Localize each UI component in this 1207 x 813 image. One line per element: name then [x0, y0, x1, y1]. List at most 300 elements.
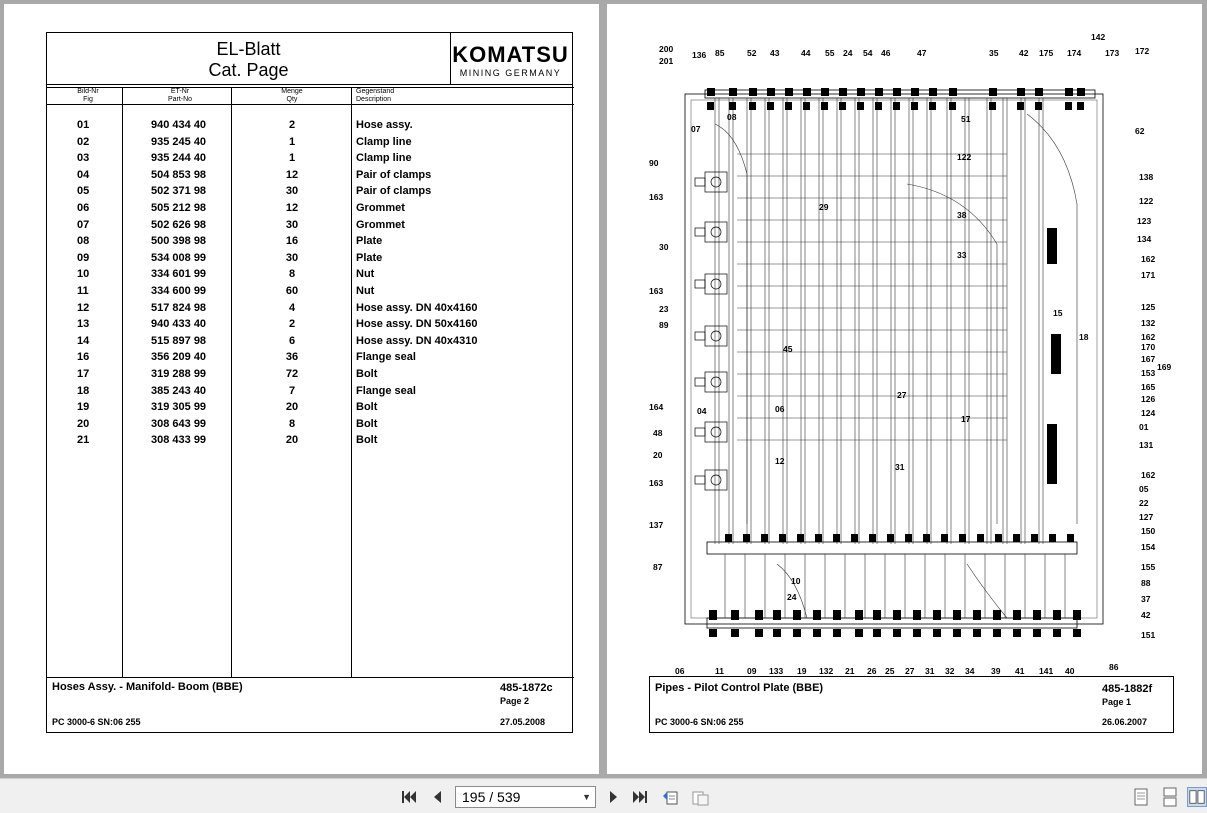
callout-label: 05 [1139, 484, 1149, 494]
next-page-icon[interactable] [603, 787, 623, 807]
callout-label: 173 [1105, 48, 1120, 58]
pipe-lines [715, 98, 1077, 618]
drawing-footer-date: 26.06.2007 [1102, 717, 1148, 727]
cell-qty: 30 [285, 218, 299, 231]
callout-label: 24 [843, 48, 853, 58]
fitting-block [923, 534, 930, 542]
two-page-view-icon[interactable] [1187, 787, 1207, 807]
column-head-bottom [47, 104, 574, 105]
cell-desc: Bolt [356, 434, 378, 447]
callout-label: 134 [1137, 234, 1152, 244]
fitting-block [873, 629, 881, 637]
fitting-block [767, 88, 775, 96]
callout-label: 04 [697, 406, 707, 416]
footer-model: PC 3000-6 SN:06 255 [52, 717, 141, 727]
last-page-icon[interactable] [630, 787, 650, 807]
cell-fig: 10 [77, 268, 90, 281]
cell-qty: 12 [285, 202, 299, 214]
callout-label: 41 [1015, 666, 1025, 676]
cell-desc: Nut [356, 268, 375, 281]
callout-label: 124 [1141, 408, 1156, 418]
callout-label: 34 [965, 666, 975, 676]
pilot-control-plate-drawing [607, 4, 1202, 684]
fitting-block [815, 534, 822, 542]
fitting-block [959, 534, 966, 542]
valve [705, 172, 727, 192]
callout-label: 162 [1141, 470, 1156, 480]
fitting-block [755, 629, 763, 637]
fitting-block [1053, 629, 1061, 637]
single-page-view-icon[interactable] [1131, 787, 1151, 807]
fitting-block [875, 88, 883, 96]
callout-label: 172 [1135, 46, 1150, 56]
cell-qty: 12 [285, 168, 299, 181]
callout-label: 150 [1141, 526, 1156, 536]
fitting-block [1073, 610, 1081, 620]
callout-label: 40 [1065, 666, 1075, 676]
valve [705, 470, 727, 490]
cell-qty: 1 [288, 152, 296, 165]
callout-label: 01 [1139, 422, 1149, 432]
fitting-block [911, 102, 918, 110]
cell-part: 385 243 40 [151, 384, 207, 397]
cell-qty: 20 [285, 434, 299, 447]
cell-part: 517 824 98 [151, 301, 207, 314]
callout-label: 200 [659, 44, 674, 54]
cell-desc: Plate [356, 251, 383, 264]
valve-port [711, 427, 721, 437]
fitting-block [785, 102, 792, 110]
fitting-block [709, 629, 717, 637]
cell-part: 935 244 40 [151, 152, 207, 165]
cell-qty: 72 [285, 368, 299, 380]
callout-label: 44 [801, 48, 811, 58]
callout-label: 31 [925, 666, 935, 676]
cell-part: 308 643 99 [151, 417, 207, 430]
valve-stub [695, 428, 705, 436]
table-row [47, 185, 574, 201]
header-divider [47, 87, 574, 88]
callout-label: 30 [659, 242, 669, 252]
callout-label: 11 [715, 666, 724, 676]
valve-stub [695, 178, 705, 186]
callout-label: 122 [957, 152, 972, 162]
fitting-block [1067, 534, 1074, 542]
fitting-block [743, 534, 750, 542]
cell-qty: 30 [285, 251, 299, 264]
footer-title: Hoses Assy. - Manifold- Boom (BBE) [52, 681, 243, 693]
cell-fig: 04 [77, 168, 90, 181]
callout-label: 133 [769, 666, 784, 676]
cell-fig: 18 [77, 384, 90, 397]
fitting-block [707, 88, 715, 96]
cell-part: 502 371 98 [151, 185, 207, 198]
valve-port [711, 331, 721, 341]
fitting-block [893, 629, 901, 637]
valve-port [711, 475, 721, 485]
fitting-block [857, 88, 865, 96]
fitting-block [973, 610, 981, 620]
fitting-block [793, 629, 801, 637]
callout-label: 131 [1139, 440, 1154, 450]
valve [705, 326, 727, 346]
fitting-block [1033, 610, 1041, 620]
cell-part: 334 601 99 [151, 268, 207, 281]
callout-label: 87 [653, 562, 663, 572]
table-row [47, 318, 574, 334]
fitting-block [893, 610, 901, 620]
viewer-toolbar [0, 778, 1207, 813]
fitting-block [707, 102, 714, 110]
callout-label: 164 [649, 402, 664, 412]
cell-part: 334 600 99 [151, 285, 207, 297]
callout-label: 136 [692, 50, 707, 60]
cell-part: 308 433 99 [151, 434, 207, 447]
fitting-block [1077, 88, 1085, 96]
fitting-block [855, 610, 863, 620]
drawing-footer-page: Page 1 [1102, 697, 1132, 707]
callout-label: 39 [991, 666, 1001, 676]
cell-desc: Pair of clamps [356, 185, 432, 198]
fitting-block [793, 610, 801, 620]
cell-qty: 1 [288, 135, 296, 148]
callout-label: 21 [845, 666, 855, 676]
cell-part: 319 288 99 [151, 368, 207, 380]
cell-desc: Grommet [356, 218, 405, 231]
fitting-block [803, 88, 811, 96]
callout-labels [649, 32, 1171, 676]
cell-desc: Clamp line [356, 152, 412, 165]
callout-label: 20 [653, 450, 663, 460]
callout-label: 26 [867, 666, 877, 676]
cell-desc: Pair of clamps [356, 168, 432, 181]
cell-desc: Hose assy. [356, 119, 413, 131]
cell-qty: 20 [285, 401, 299, 414]
fitting-block [873, 610, 881, 620]
table-row [47, 235, 574, 251]
fitting-block [755, 610, 763, 620]
fitting-block [953, 629, 961, 637]
callout-label: 38 [957, 210, 967, 220]
cell-qty: 6 [288, 334, 296, 347]
callout-label: 22 [1139, 498, 1149, 508]
col-head-part: ET-Nr Part-No [167, 88, 193, 103]
continuous-view-icon[interactable] [1160, 787, 1180, 807]
callout-label: 162 [1141, 254, 1156, 264]
fitting-block [989, 102, 996, 110]
cell-desc: Clamp line [356, 135, 412, 148]
cell-part: 534 008 99 [151, 251, 207, 264]
fitting-block [749, 88, 757, 96]
fitting-block [785, 88, 793, 96]
pipe [907, 184, 997, 524]
cell-part: 319 305 99 [151, 401, 207, 414]
cell-desc: Nut [356, 285, 375, 297]
table-row [47, 136, 574, 152]
fitting-block [887, 534, 894, 542]
callout-label: 154 [1141, 542, 1156, 552]
fitting-block [875, 102, 882, 110]
callout-label: 142 [1091, 32, 1106, 42]
fitting-block [933, 629, 941, 637]
callout-label: 62 [1135, 126, 1145, 136]
fitting-block [839, 88, 847, 96]
rotate-back-icon[interactable] [660, 787, 680, 807]
cell-part: 356 209 40 [151, 351, 207, 364]
cell-fig: 08 [77, 235, 90, 248]
fitting-block [1053, 610, 1061, 620]
callout-label: 171 [1141, 270, 1156, 280]
callout-label: 88 [1141, 578, 1151, 588]
fitting-block [725, 534, 732, 542]
fitting-block [933, 610, 941, 620]
cell-fig: 11 [77, 285, 89, 297]
fitting-block [779, 534, 786, 542]
valve-stub [695, 332, 705, 340]
valve-port [711, 279, 721, 289]
fitting-blocks [707, 88, 1085, 637]
callout-label: 138 [1139, 172, 1154, 182]
fitting-block [1033, 629, 1041, 637]
fitting-block [977, 534, 984, 542]
callout-label: 08 [727, 112, 737, 122]
valve-port [711, 177, 721, 187]
fitting-block [833, 610, 841, 620]
callout-label: 151 [1141, 630, 1156, 640]
callout-label: 27 [905, 666, 915, 676]
cell-fig: 21 [77, 434, 90, 447]
callout-label: 175 [1039, 48, 1054, 58]
fitting-block [1065, 102, 1072, 110]
cell-fig: 16 [77, 351, 90, 364]
fitting-block [929, 102, 936, 110]
drawing-footer-box [649, 676, 1174, 733]
fitting-block [803, 102, 810, 110]
fitting-block [949, 102, 956, 110]
table-row [47, 302, 574, 318]
callout-label: 90 [649, 158, 659, 168]
fitting-block [1077, 102, 1084, 110]
cell-fig: 14 [77, 334, 90, 347]
valve [705, 372, 727, 392]
callout-label: 06 [775, 404, 785, 414]
callout-label: 153 [1141, 368, 1156, 378]
table-row [47, 335, 574, 351]
callout-label: 35 [989, 48, 999, 58]
callout-label: 52 [747, 48, 757, 58]
fitting-block [989, 88, 997, 96]
fitting-block [941, 534, 948, 542]
fitting-block [833, 629, 841, 637]
callout-label: 86 [1109, 662, 1119, 672]
fitting-block [949, 88, 957, 96]
cell-qty: 60 [285, 285, 299, 297]
valve-port [711, 377, 721, 387]
parts-list-sheet [46, 32, 573, 733]
valve [705, 222, 727, 242]
cell-part: 500 398 98 [151, 235, 207, 248]
fitting-block [1031, 534, 1038, 542]
footer-date: 27.05.2008 [500, 717, 546, 727]
cell-desc: Plate [356, 235, 383, 248]
callout-label: 33 [957, 250, 967, 260]
fitting-block [911, 88, 919, 96]
callout-label: 54 [863, 48, 873, 58]
cell-desc: Bolt [356, 401, 378, 414]
fitting-block [1013, 534, 1020, 542]
fitting-block [1073, 629, 1081, 637]
pipe [715, 124, 747, 524]
table-row [47, 119, 574, 135]
col-head-desc: Gegenstand Description [356, 88, 395, 103]
cell-qty: 30 [285, 185, 299, 198]
fitting-block [821, 102, 828, 110]
page-indicator: 195 / 539 [462, 789, 521, 805]
cell-fig: 05 [77, 185, 90, 198]
table-row [47, 202, 574, 218]
fitting-block [1065, 88, 1073, 96]
cell-part: 940 434 40 [151, 119, 207, 131]
table-row [47, 385, 574, 401]
page-number-select[interactable] [455, 786, 596, 808]
callout-label: 126 [1141, 394, 1156, 404]
valve-stub [695, 280, 705, 288]
fitting-block [1047, 424, 1057, 484]
cell-part: 940 433 40 [151, 318, 207, 331]
cell-qty: 2 [288, 119, 296, 131]
cell-fig: 20 [77, 417, 90, 430]
table-row [47, 252, 574, 268]
valve-port [711, 227, 721, 237]
footer-divider [47, 677, 574, 678]
fitting-block [929, 88, 937, 96]
cell-part: 504 853 98 [151, 168, 207, 181]
table-row [47, 434, 574, 450]
callout-label: 141 [1039, 666, 1054, 676]
fitting-block [993, 610, 1001, 620]
table-row [47, 285, 574, 301]
callout-label: 06 [675, 666, 685, 676]
callout-label: 89 [659, 320, 669, 330]
fitting-block [761, 534, 768, 542]
callout-label: 163 [649, 478, 664, 488]
cell-fig: 06 [77, 202, 90, 214]
callout-label: 32 [945, 666, 955, 676]
cell-desc: Hose assy. DN 50x4160 [356, 318, 478, 331]
callout-label: 12 [775, 456, 785, 466]
fitting-block [773, 629, 781, 637]
table-row [47, 351, 574, 367]
cell-part: 515 897 98 [151, 334, 207, 347]
cell-qty: 7 [288, 384, 296, 397]
cell-fig: 03 [77, 152, 90, 165]
callout-label: 07 [691, 124, 701, 134]
col-head-fig: Bild-Nr Fig [77, 88, 99, 103]
callout-label: 201 [659, 56, 674, 66]
callout-label: 167 [1141, 354, 1156, 364]
table-row [47, 268, 574, 284]
callout-label: 48 [653, 428, 663, 438]
fitting-block [813, 629, 821, 637]
sheet-title-en: Cat. Page [208, 60, 289, 80]
fitting-block [1013, 629, 1021, 637]
fitting-block [1035, 102, 1042, 110]
fitting-block [731, 629, 739, 637]
fitting-block [893, 102, 900, 110]
cell-part: 502 626 98 [151, 218, 207, 231]
fitting-block [1013, 610, 1021, 620]
cell-desc: Hose assy. DN 40x4310 [356, 334, 478, 347]
fitting-block [1051, 334, 1061, 374]
valve [705, 422, 727, 442]
callout-label: 10 [791, 576, 801, 586]
table-row [47, 152, 574, 168]
valve-stub [695, 378, 705, 386]
cell-qty: 8 [288, 268, 296, 281]
callout-label: 165 [1141, 382, 1156, 392]
fitting-block [851, 534, 858, 542]
logo-brand: KOMATSU [452, 42, 569, 67]
callout-label: 162 [1141, 332, 1156, 342]
cell-desc: Flange seal [356, 384, 416, 397]
callout-label: 29 [819, 202, 829, 212]
table-row [47, 219, 574, 235]
cell-qty: 2 [288, 318, 296, 331]
table-row [47, 368, 574, 384]
callout-label: 42 [1141, 610, 1151, 620]
callout-label: 42 [1019, 48, 1029, 58]
callout-label: 125 [1141, 302, 1156, 312]
rotate-forward-icon[interactable] [690, 787, 710, 807]
first-page-icon[interactable] [399, 787, 419, 807]
callout-label: 85 [715, 48, 725, 58]
table-row [47, 418, 574, 434]
callout-label: 163 [649, 192, 664, 202]
cell-desc: Hose assy. DN 40x4160 [356, 301, 478, 314]
fitting-block [821, 88, 829, 96]
fitting-block [833, 534, 840, 542]
callout-label: 163 [649, 286, 664, 296]
callout-label: 132 [819, 666, 834, 676]
callout-label: 137 [649, 520, 664, 530]
previous-page-icon[interactable] [428, 787, 448, 807]
fitting-block [729, 88, 737, 96]
callout-label: 47 [917, 48, 927, 58]
callout-label: 46 [881, 48, 891, 58]
table-row [47, 169, 574, 185]
cell-desc: Grommet [356, 202, 405, 214]
sheet-title-de: EL-Blatt [216, 39, 281, 59]
fitting-block [1017, 88, 1025, 96]
callout-label: 122 [1139, 196, 1154, 206]
fitting-block [813, 610, 821, 620]
callout-label: 174 [1067, 48, 1082, 58]
fitting-block [773, 610, 781, 620]
drawing-footer-doc-no: 485-1882f [1102, 683, 1153, 695]
cell-fig: 19 [77, 401, 90, 414]
cell-fig: 17 [77, 368, 90, 380]
pipe [967, 564, 1007, 618]
fitting-block [913, 610, 921, 620]
callout-label: 18 [1079, 332, 1089, 342]
callout-label: 24 [787, 592, 797, 602]
fitting-block [709, 610, 717, 620]
callout-label: 17 [961, 414, 971, 424]
callout-label: 127 [1139, 512, 1154, 522]
footer-doc-no: 485-1872c [500, 682, 553, 694]
plate-outline [685, 94, 1103, 624]
fitting-block [1049, 534, 1056, 542]
